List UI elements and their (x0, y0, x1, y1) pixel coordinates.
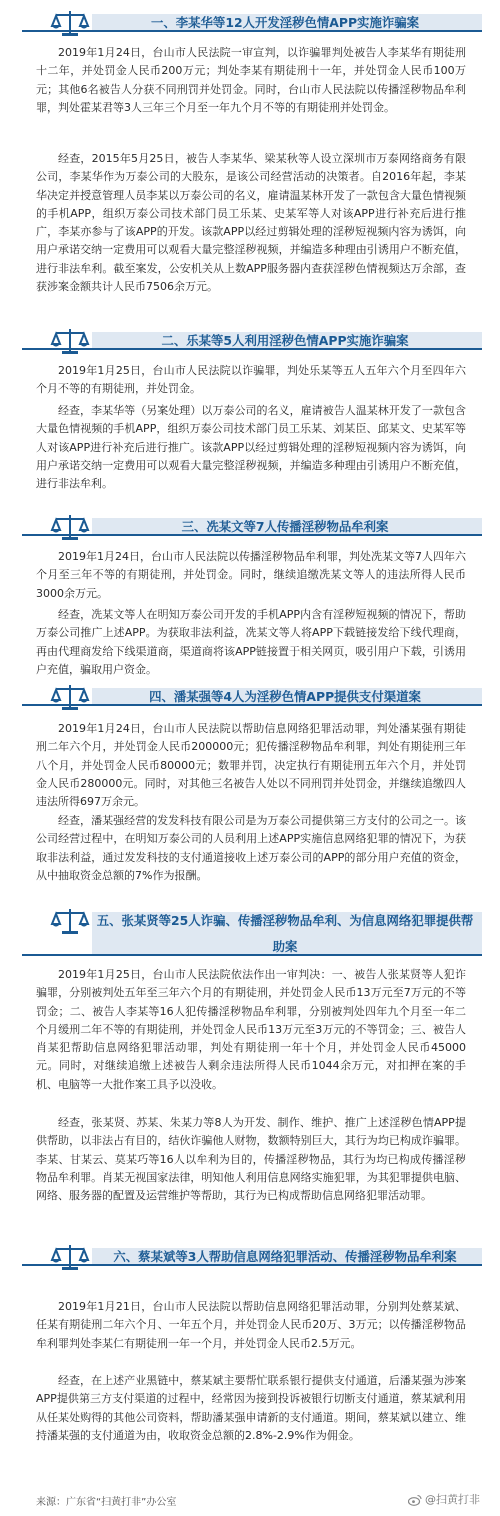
case-5-paragraph-2: 经查，张某贤、苏某、朱某力等8人为开发、制作、维护、推广上述淫秽色情APP提供帮助，以非法占有目的，结伙诈骗他人财物，数额特别巨大，其行为均已构成诈骗罪。李某、甘某云、莫某巧等16人以牟利为目的，传播淫秽物品，其行为均已构成传播淫秽物品牟利罪。肖某无视国家法律，明知他人利用信息网络实施犯罪，为其犯罪提供电脑、网络、服务器的配置及运营维护等帮助，其行为已构成帮助信息网络犯罪活动罪。 (36, 1116, 466, 1203)
case-6-paragraph-2: 经查，在上述产业黑链中，蔡某斌主要帮忙联系银行提供支付通道，后潘某强为涉案APP提供第三方支付渠道的过程中，经常因为接到投诉被银行切断支付通道，蔡某斌利用从任某处购得的其他公司资料，帮助潘某强申请新的支付通道。期间，蔡某斌以建立、维持潘某强的支付通道为由，收取资金总额的2.8%-2.9%作为佣金。 (36, 1374, 466, 1442)
case-4-paragraph-1: 2019年1月24日，台山市人民法院以帮助信息网络犯罪活动罪，判处潘某强有期徒刑二年六个月，并处罚金人民币200000元；犯传播淫秽物品牟利罪，判处有期徒刑三年八个月，并处罚金人民币80000元；数罪并罚，决定执行有期徒刑五年六个月，并处罚金人民币280000元。同时，对其他三名被告人处以不同刑罚并处罚金，并继续追缴四人违法所得697万余元。 (36, 722, 466, 809)
case-1-paragraph-2: 经查，2015年5月25日，被告人李某华、梁某秋等人设立深圳市万泰网络商务有限公司，李某华作为万泰公司的大股东，是该公司经营活动的决策者。自2016年起，李某华决定并授意管理人员李某以万泰公司的名义，雇请温某林开发了一款包含大量色情视频的手机APP，组织万泰公司技术部门员工乐某、史某军等人对该APP进行补充后进行推广，李某亦参与了该APP的开发。该款APP以经过剪辑处理的淫秽短视频内容为诱饵，向用户承诺交纳一定费用可以观看大量完整淫秽视频，并编造多种理由引诱用户不断充值，进行非法牟利。截至案发，公安机关从上数APP服务器内查获淫秽色情视频达万余部，查获涉案金额共计人民币7506余万元。 (36, 152, 466, 294)
case-2-paragraph-2: 经查，李某华等（另案处理）以万泰公司的名义，雇请被告人温某林开发了一款包含大量色情视频的手机APP，组织万泰公司技术部门员工乐某、刘某臣、邱某文、史某军等人对该APP进行补充后进行推广。该款APP以经过剪辑处理的淫秽短视频内容为诱饵，向用户承诺交纳一定费用可以观看大量完整淫秽视频，并编造多种理由引诱用户不断充值，进行非法牟利。 (36, 404, 466, 491)
case-title: 三、冼某文等7人传播淫秽物品牟利案 (181, 519, 389, 534)
case-3-paragraph-1: 2019年1月24日，台山市人民法院以传播淫秽物品牟利罪，判处冼某文等7人四年六个月至三年不等的有期徒刑，并处罚金。同时，继续追缴冼某文等人的违法所得人民币3000余万元。 (36, 550, 466, 600)
scales-of-justice-icon (50, 326, 90, 356)
scales-of-justice-icon (50, 682, 90, 712)
case-title: 二、乐某等5人利用淫秽色情APP实施诈骗案 (161, 333, 409, 348)
watermark (408, 1491, 480, 1507)
case-4-paragraph-2: 经查，潘某强经营的发发科技有限公司是为万泰公司提供第三方支付的公司之一。该公司经营过程中，在明知万泰公司的人员利用上述APP实施信息网络犯罪的情况下，为获取非法利益，通过发发科技的支付通道接收上述万泰公司的APP的部分用户充值的资金，从中抽取资金总额的7%作为报酬。 (36, 814, 466, 882)
watermark-text: @扫黄打非 (425, 1493, 480, 1506)
case-3-paragraph-2: 经查，冼某文等人在明知万泰公司开发的手机APP内含有淫秽短视频的情况下，帮助万泰公司推广上述APP。为获取非法利益，冼某文等人将APP下载链接发给下线代理商，再由代理商发给下线渠道商，渠道商将该APP链接置于相关网页，吸引用户下载，引诱用户充值，骗取用户资金。 (36, 608, 466, 676)
scales-of-justice-icon (50, 8, 90, 38)
case-title: 一、李某华等12人开发淫秽色情APP实施诈骗案 (150, 15, 420, 30)
scales-of-justice-icon (50, 512, 90, 542)
case-title: 四、潘某强等4人为淫秽色情APP提供支付渠道案 (149, 689, 421, 704)
case-1-paragraph-1: 2019年1月24日，台山市人民法院一审宣判，以诈骗罪判处被告人李某华有期徒刑十二年，并处罚金人民币200万元；判处李某有期徒刑十一年，并处罚金人民币100万元；其他6名被告人分获不同刑罚并处罚金。同时，台山市人民法院以传播淫秽物品牟利罪，判处霍某君等3人三年三个月至一年九个月不等的有期徒刑并处罚金。 (36, 46, 466, 114)
case-5-paragraph-1: 2019年1月25日，台山市人民法院依法作出一审判决：一、被告人张某贤等人犯诈骗罪，分别被判处五年至三年六个月的有期徒刑，并处罚金人民币13万元至7万元的不等罚金；二、被告人李某等16人犯传播淫秽物品牟利罪，分别被判处四年九个月至一年二个月缓刑二年不等的有期徒刑，并处罚金人民币13万元至3万元的不等罚金；三、被告人肖某犯帮助信息网络犯罪活动罪，判处有期徒刑一年十个月，并处罚金人民币45000元。同时，对继续追缴上述被告人剩余违法所得人民币1044余万元，对扣押在案的手机、电脑等一大批作案工具予以没收。 (36, 968, 466, 1091)
scales-of-justice-icon (50, 1242, 90, 1272)
source-credit: 来源：广东省“扫黄打非”办公室 (36, 1497, 177, 1508)
case-title: 五、张某贤等25人诈骗、传播淫秽物品牟利、为信息网络犯罪提供帮助案 (96, 913, 474, 954)
case-2-paragraph-1: 2019年1月25日，台山市人民法院以诈骗罪，判处乐某等五人五年六个月至四年六个月不等的有期徒刑，并处罚金。 (36, 364, 466, 396)
weibo-logo-icon (408, 1494, 422, 1506)
case-6-paragraph-1: 2019年1月21日，台山市人民法院以帮助信息网络犯罪活动罪，分别判处蔡某斌、任某有期徒刑二年六个月、一年五个月，并处罚金人民币20万、3万元；以传播淫秽物品牟利罪判处李某仁有期徒刑一年一个月，并处罚金人民币2.5万元。 (36, 1300, 466, 1350)
case-title: 六、蔡某斌等3人帮助信息网络犯罪活动、传播淫秽物品牟利案 (113, 1249, 457, 1264)
scales-of-justice-icon (50, 906, 90, 936)
